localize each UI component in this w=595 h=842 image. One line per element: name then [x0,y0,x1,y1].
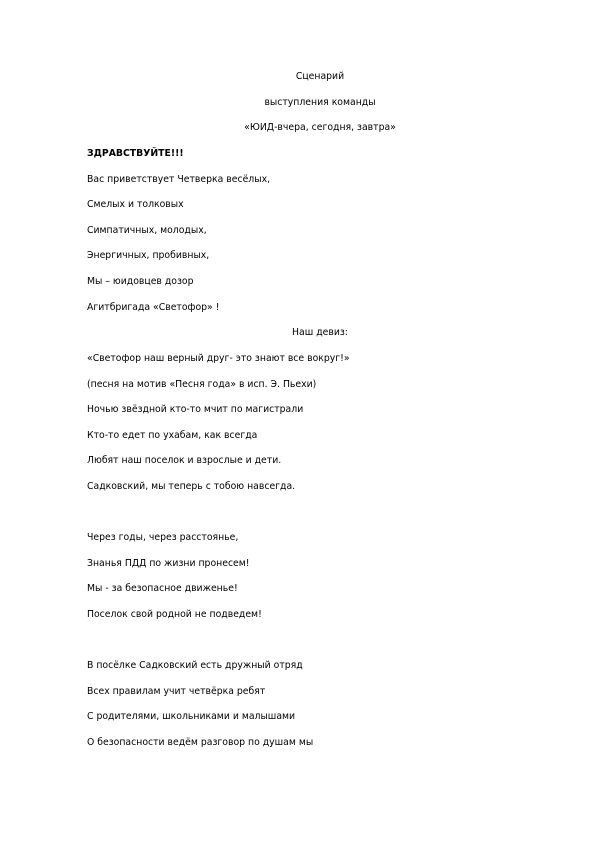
intro-line: Агитбригада «Светофор» ! [87,302,220,313]
song-note: (песня на мотив «Песня года» в исп. Э. Пьехи) [87,379,317,390]
intro-line: Энергичных, пробивных, [87,250,210,261]
motto: «Светофор наш верный друг- это знают все вокруг!» [87,353,350,364]
subtitle: выступления команды [264,97,376,108]
verse-line: В посёлке Садковский есть дружный отряд [87,660,303,671]
verse-line: О безопасности ведём разговор по душам мы [87,737,314,748]
verse-line: Через годы, через расстоянье, [87,532,239,543]
verse-line: Всех правилам учит четвёрка ребят [87,686,266,697]
verse-line: Кто-то едет по ухабам, как всегда [87,430,258,441]
greeting: ЗДРАВСТВУЙТЕ!!! [87,148,184,159]
verse-line: Любят наш поселок и взрослые и дети. [87,455,282,466]
verse-line: Мы - за безопасное движенье! [87,583,238,594]
verse-line: С родителями, школьниками и малышами [87,711,296,722]
verse-line: Ночью звёздной кто-то мчит по магистрали [87,404,304,415]
intro-line: Вас приветствует Четверка весёлых, [87,174,271,185]
motto-label: Наш девиз: [292,327,348,338]
intro-line: Мы – юидовцев дозор [87,276,194,287]
team-name: «ЮИД-вчера, сегодня, завтра» [244,122,396,133]
title: Сценарий [295,71,345,82]
intro-line: Симпатичных, молодых, [87,225,207,236]
verse-line: Знанья ПДД по жизни пронесем! [87,558,250,569]
verse-line: Поселок свой родной не подведем! [87,609,262,620]
verse-line: Садковский, мы теперь с тобою навсегда. [87,481,296,492]
intro-line: Смелых и толковых [87,199,184,210]
